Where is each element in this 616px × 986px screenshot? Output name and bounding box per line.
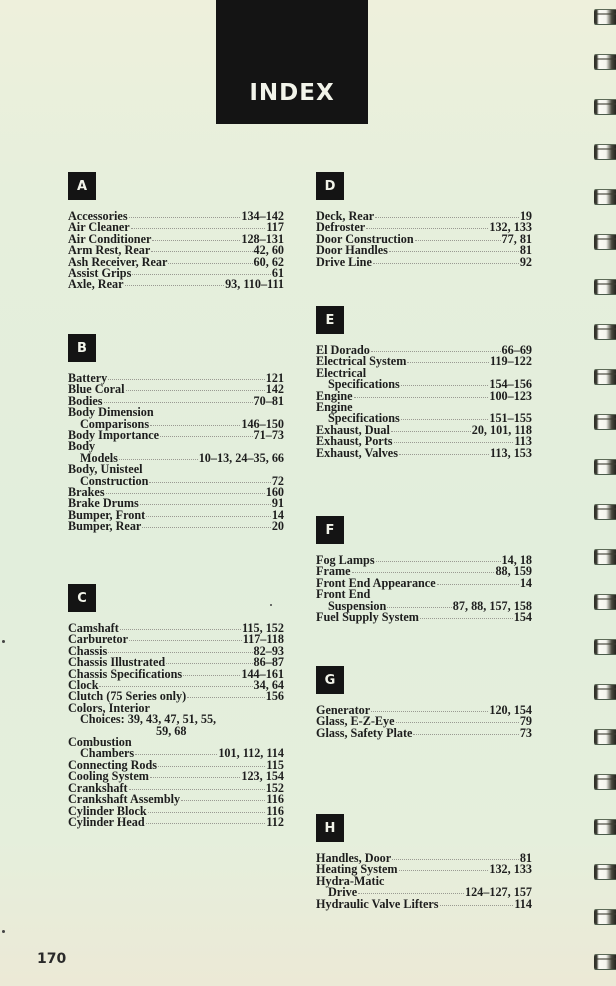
entry-term: Camshaft — [68, 621, 119, 635]
entry-term: Door Construction — [316, 231, 414, 246]
entry-page-numbers: 156 — [265, 689, 284, 704]
entry-term: Clock — [68, 678, 99, 693]
index-section-e — [316, 306, 532, 459]
entry-term: Battery — [68, 371, 108, 385]
binding-ring-icon — [594, 415, 616, 429]
entry-page-numbers: 132, 133 — [489, 220, 532, 235]
binding-ring-icon — [594, 235, 616, 249]
page-title: INDEX — [249, 80, 335, 106]
entry-term: Connecting Rods — [68, 757, 158, 772]
dot-leader — [152, 240, 240, 241]
entry-term: Accessories — [68, 209, 128, 223]
dot-leader — [389, 251, 519, 252]
index-section-g — [316, 666, 532, 739]
entry-term: Engine — [316, 400, 353, 415]
dot-leader — [407, 362, 489, 363]
index-entry-line — [316, 254, 532, 269]
entry-page-numbers: 124–127, 157 — [464, 885, 532, 900]
entry-page-numbers: 112 — [266, 814, 284, 829]
entry-page-numbers: 92 — [519, 254, 532, 269]
entry-term: Generator — [316, 703, 371, 717]
dot-leader — [135, 754, 217, 755]
entry-page-numbers: 72 — [271, 473, 284, 488]
binding-ring-icon — [594, 820, 616, 834]
index-entry — [316, 445, 532, 460]
binding-ring-icon — [594, 55, 616, 69]
section-letter-badge: G — [316, 666, 344, 694]
entry-page-numbers: 82–93 — [253, 643, 284, 658]
dot-leader — [413, 734, 518, 735]
binding-ring-icon — [594, 370, 616, 384]
entry-page-numbers: 10–13, 24–35, 66 — [198, 450, 284, 465]
index-title-block — [216, 0, 368, 124]
entry-page-numbers: 114 — [514, 896, 532, 911]
dot-leader — [149, 482, 270, 483]
index-entry-line — [68, 814, 284, 829]
entry-term: Models — [80, 450, 118, 465]
section-letter-badge: H — [316, 814, 344, 842]
index-section-h — [316, 814, 532, 910]
index-entry — [316, 365, 532, 392]
dot-leader — [392, 859, 519, 860]
entry-term: Construction — [80, 473, 149, 488]
entry-term: Defroster — [316, 220, 366, 235]
binding-ring-icon — [594, 280, 616, 294]
entry-term: Frame — [316, 564, 351, 579]
entry-term: Hydra-Matic — [316, 873, 385, 888]
entry-term: Arm Rest, Rear — [68, 243, 151, 258]
dot-leader — [371, 351, 501, 352]
entry-term: Drive Line — [316, 254, 372, 269]
entry-term: Body — [68, 439, 96, 454]
entry-page-numbers: 142 — [265, 382, 284, 397]
dot-leader — [120, 629, 241, 630]
dot-leader — [399, 454, 489, 455]
entry-page-numbers: 19 — [519, 209, 532, 223]
dot-leader — [391, 431, 471, 432]
entry-page-numbers: 154 — [513, 610, 532, 625]
entry-page-numbers: 81 — [519, 851, 532, 865]
binding-ring-icon — [594, 145, 616, 159]
entry-term: Glass, E-Z-Eye — [316, 714, 395, 729]
entry-term: Front End Appearance — [316, 575, 436, 590]
dot-leader — [129, 789, 265, 790]
dot-leader — [132, 274, 270, 275]
entry-page-numbers: 14 — [271, 507, 284, 522]
entry-term: Glass, Safety Plate — [316, 725, 413, 740]
entry-term: Crankshaft Assembly — [68, 792, 181, 807]
dot-leader — [187, 697, 265, 698]
entry-page-numbers: 116 — [266, 792, 284, 807]
page-number: 170 — [37, 951, 67, 967]
entry-page-numbers: 134–142 — [241, 209, 284, 223]
entry-page-numbers: 154–156 — [489, 377, 532, 392]
entry-term: Door Handles — [316, 243, 388, 258]
dot-leader — [106, 493, 265, 494]
index-entry — [316, 589, 532, 612]
entry-term: Hydraulic Valve Lifters — [316, 896, 439, 911]
dot-leader — [181, 800, 265, 801]
entry-page-numbers: 128–131 — [241, 231, 284, 246]
index-section-c — [68, 584, 284, 828]
entry-term: Combustion — [68, 735, 132, 750]
dot-leader — [108, 652, 252, 653]
index-entry — [316, 254, 532, 269]
index-entry-line — [68, 279, 284, 290]
dot-leader — [140, 504, 271, 505]
entry-page-numbers: 132, 133 — [489, 862, 532, 877]
entry-term: Specifications — [328, 411, 400, 426]
dot-leader — [183, 675, 240, 676]
entry-page-numbers: 113, 153 — [490, 445, 532, 460]
entry-term: Comparisons — [80, 416, 150, 431]
binding-ring-icon — [594, 955, 616, 969]
entry-page-numbers: 71–73 — [253, 428, 284, 443]
entry-term: Deck, Rear — [316, 209, 375, 223]
entry-page-numbers: 117–118 — [242, 632, 284, 647]
dot-leader — [366, 228, 488, 229]
index-entry — [68, 407, 284, 430]
dot-leader — [168, 263, 252, 264]
entry-term: Chassis Specifications — [68, 666, 183, 681]
index-entry — [68, 814, 284, 829]
dot-leader — [146, 516, 271, 517]
entry-page-numbers: 113 — [514, 434, 532, 449]
binding-ring-icon — [594, 505, 616, 519]
dot-leader — [148, 812, 266, 813]
entry-term: Electrical — [316, 365, 367, 380]
dot-leader — [129, 640, 242, 641]
entry-page-numbers: 101, 112, 114 — [218, 746, 284, 761]
entry-term: Chambers — [80, 746, 135, 761]
dot-leader — [375, 217, 519, 218]
entry-page-numbers: 152 — [265, 780, 284, 795]
entry-term: Cylinder Block — [68, 803, 147, 818]
index-entry — [68, 430, 284, 441]
index-entry — [316, 612, 532, 623]
entry-term: Body Importance — [68, 428, 160, 443]
index-entry — [68, 737, 284, 760]
entry-term: Exhaust, Ports — [316, 434, 393, 449]
dot-leader — [150, 425, 240, 426]
entry-term: Fuel Supply System — [316, 610, 419, 625]
dot-leader — [160, 436, 252, 437]
entry-term: Electrical System — [316, 354, 407, 369]
index-entry-line — [68, 430, 284, 441]
binding-ring-icon — [594, 685, 616, 699]
entry-term: 59, 68 — [156, 723, 187, 738]
entry-term: Front End — [316, 587, 371, 602]
entry-page-numbers: 20, 101, 118 — [471, 422, 532, 437]
entry-page-numbers: 93, 110–111 — [225, 277, 284, 292]
entry-term: Heating System — [316, 862, 398, 877]
binding-ring-icon — [594, 190, 616, 204]
entry-term: Handles, Door — [316, 851, 392, 865]
index-entry — [68, 666, 284, 681]
dot-leader — [399, 870, 489, 871]
entry-term: Drive — [328, 885, 358, 900]
entry-term: Suspension — [328, 598, 387, 613]
binding-ring-icon — [594, 595, 616, 609]
index-column-right — [316, 172, 532, 932]
binding-ring-icon — [594, 730, 616, 744]
dot-leader — [108, 379, 264, 380]
entry-page-numbers: 88, 159 — [495, 564, 532, 579]
index-entry — [68, 521, 284, 532]
entry-term: Air Conditioner — [68, 231, 152, 246]
entry-term: Body, Unisteel — [68, 462, 143, 477]
entry-page-numbers: 115 — [266, 757, 284, 772]
dot-leader — [440, 905, 514, 906]
dot-leader — [354, 397, 489, 398]
dot-leader — [129, 217, 241, 218]
index-entry — [316, 725, 532, 740]
entry-term: Body Dimension — [68, 405, 154, 420]
entry-term: Fog Lamps — [316, 553, 375, 567]
entry-page-numbers: 70–81 — [253, 393, 284, 408]
entry-term: Carburetor — [68, 632, 129, 647]
index-section-a — [68, 172, 284, 291]
binding-ring-icon — [594, 10, 616, 24]
dot-leader — [151, 251, 252, 252]
section-letter-badge: A — [68, 172, 96, 200]
index-entry — [68, 441, 284, 464]
index-entry-line — [316, 612, 532, 623]
entry-term: Chassis — [68, 643, 108, 658]
index-section-d — [316, 172, 532, 268]
entry-term: Clutch (75 Series only) — [68, 689, 187, 704]
binding-ring-icon — [594, 910, 616, 924]
section-letter-badge: C — [68, 584, 96, 612]
index-entry-line — [316, 725, 532, 740]
entry-page-numbers: 100–123 — [489, 388, 532, 403]
entry-page-numbers: 86–87 — [253, 655, 284, 670]
section-letter-badge: E — [316, 306, 344, 334]
entry-page-numbers: 121 — [265, 371, 284, 385]
dot-leader — [99, 686, 252, 687]
entry-page-numbers: 42, 60 — [253, 243, 284, 258]
stray-mark — [2, 930, 5, 933]
entry-page-numbers: 73 — [519, 725, 532, 740]
dot-leader — [394, 442, 514, 443]
dot-leader — [158, 766, 265, 767]
entry-page-numbers: 87, 88, 157, 158 — [452, 598, 532, 613]
entry-page-numbers: 14, 18 — [501, 553, 532, 567]
entry-page-numbers: 66–69 — [501, 343, 532, 357]
dot-leader — [396, 722, 519, 723]
index-entry-line — [316, 896, 532, 911]
index-entry-line — [68, 521, 284, 532]
index-section-f — [316, 516, 532, 623]
dot-leader — [150, 777, 240, 778]
dot-leader — [125, 285, 225, 286]
entry-term: Cylinder Head — [68, 814, 145, 829]
entry-term: Air Cleaner — [68, 220, 130, 235]
entry-page-numbers: 60, 62 — [253, 254, 284, 269]
binding-ring-icon — [594, 550, 616, 564]
entry-page-numbers: 144–161 — [241, 666, 284, 681]
dot-leader — [376, 561, 501, 562]
dot-leader — [420, 618, 513, 619]
dot-leader — [373, 263, 519, 264]
entry-page-numbers: 91 — [271, 496, 284, 511]
binding-ring-icon — [594, 460, 616, 474]
dot-leader — [371, 711, 488, 712]
entry-page-numbers: 34, 64 — [253, 678, 284, 693]
dot-leader — [146, 823, 266, 824]
entry-term: Exhaust, Dual — [316, 422, 390, 437]
index-entry — [316, 873, 532, 900]
entry-page-numbers: 116 — [266, 803, 284, 818]
binding-ring-icon — [594, 640, 616, 654]
entry-term: Exhaust, Valves — [316, 445, 398, 460]
dot-leader — [166, 663, 252, 664]
entry-page-numbers: 14 — [519, 575, 532, 590]
entry-term: Bumper, Rear — [68, 519, 142, 534]
entry-term: Blue Coral — [68, 382, 125, 397]
binding-ring-icon — [594, 100, 616, 114]
binding-ring-icon — [594, 775, 616, 789]
stray-mark — [2, 640, 5, 643]
entry-term: Brakes — [68, 485, 105, 500]
dot-leader — [358, 893, 464, 894]
dot-leader — [131, 228, 266, 229]
spiral-binding — [586, 0, 616, 986]
entry-term: Axle, Rear — [68, 277, 124, 292]
index-entry — [68, 700, 284, 738]
entry-page-numbers: 117 — [266, 220, 284, 235]
index-entry — [68, 279, 284, 290]
dot-leader — [126, 390, 265, 391]
dot-leader — [352, 572, 495, 573]
entry-page-numbers: 20 — [271, 519, 284, 534]
dot-leader — [387, 607, 452, 608]
entry-term: Bumper, Front — [68, 507, 146, 522]
binding-ring-icon — [594, 865, 616, 879]
entry-term: Assist Grips — [68, 266, 132, 281]
binding-ring-icon — [594, 325, 616, 339]
entry-page-numbers: 79 — [519, 714, 532, 729]
entry-page-numbers: 146–150 — [241, 416, 284, 431]
index-section-b — [68, 334, 284, 533]
dot-leader — [401, 385, 489, 386]
entry-page-numbers: 151–155 — [489, 411, 532, 426]
dot-leader — [119, 459, 198, 460]
index-entry — [316, 896, 532, 911]
index-entry — [316, 402, 532, 425]
entry-page-numbers: 61 — [271, 266, 284, 281]
entry-term: Ash Receiver, Rear — [68, 254, 168, 269]
section-letter-badge: B — [68, 334, 96, 362]
section-letter-badge: D — [316, 172, 344, 200]
entry-term: Colors, Interior — [68, 700, 150, 715]
entry-term: Choices: 39, 43, 47, 51, 55, — [80, 712, 217, 727]
index-entry-line — [316, 445, 532, 460]
entry-term: Chassis Illustrated — [68, 655, 166, 670]
index-entry — [68, 464, 284, 487]
entry-page-numbers: 81 — [519, 243, 532, 258]
dot-leader — [437, 584, 519, 585]
section-letter-badge: F — [316, 516, 344, 544]
entry-term: Engine — [316, 388, 353, 403]
entry-page-numbers: 115, 152 — [242, 621, 284, 635]
entry-term: Specifications — [328, 377, 400, 392]
dot-leader — [415, 240, 501, 241]
dot-leader — [104, 402, 253, 403]
entry-term: Brake Drums — [68, 496, 139, 511]
dot-leader — [401, 419, 489, 420]
entry-page-numbers: 160 — [265, 485, 284, 500]
entry-page-numbers: 120, 154 — [489, 703, 532, 717]
entry-term: Bodies — [68, 393, 103, 408]
entry-term: El Dorado — [316, 343, 370, 357]
stray-mark — [270, 604, 272, 606]
dot-leader — [142, 527, 270, 528]
entry-term: Crankshaft — [68, 780, 128, 795]
index-entry-line — [68, 666, 284, 681]
entry-page-numbers: 119–122 — [490, 354, 532, 369]
entry-page-numbers: 77, 81 — [501, 231, 532, 246]
entry-term: Cooling System — [68, 769, 149, 784]
entry-page-numbers: 123, 154 — [241, 769, 284, 784]
